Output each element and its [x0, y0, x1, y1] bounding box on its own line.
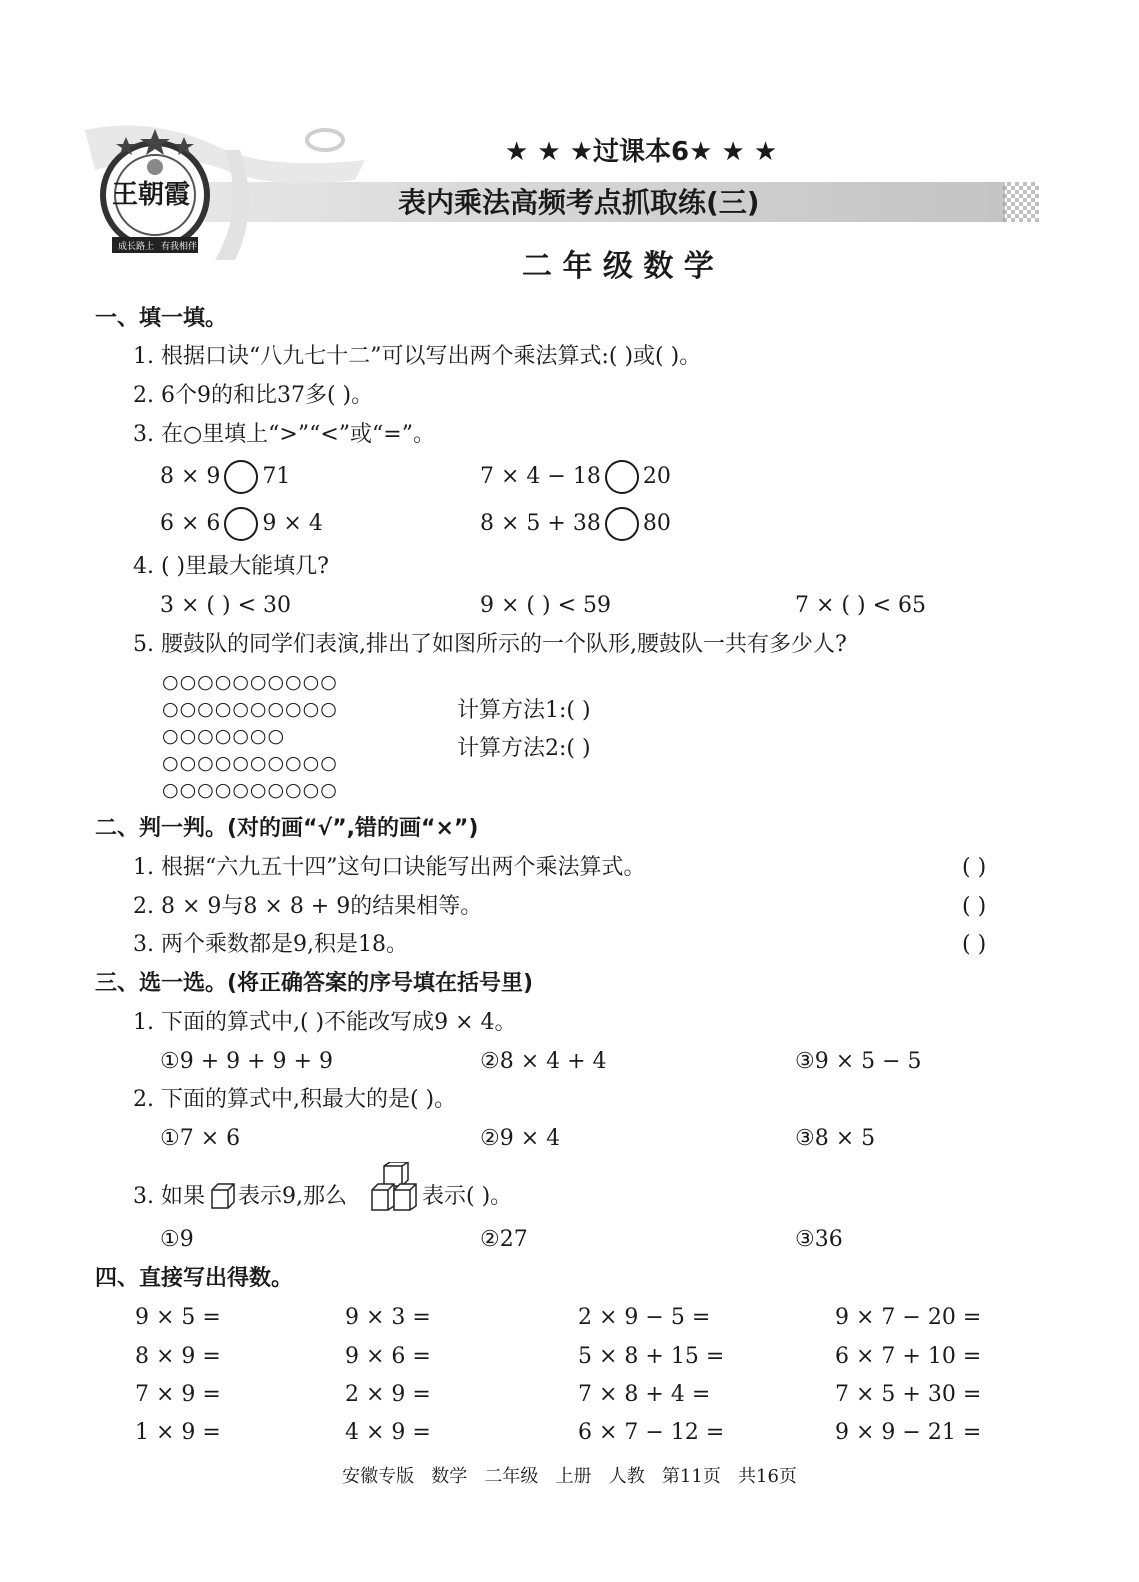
s1-q2: 2. 6个9的和比37多( )。 — [133, 383, 374, 408]
s3-q1-option-1[interactable]: ①9 + 9 + 9 + 9 — [160, 1049, 333, 1074]
calc-item: 9 × 6 = — [345, 1344, 431, 1369]
series-title: ★ ★ ★过课本6★ ★ ★ — [505, 137, 778, 167]
calc-item: 1 × 9 = — [135, 1420, 221, 1445]
calc-item: 9 × 5 = — [135, 1305, 221, 1330]
calc-item: 4 × 9 = — [345, 1420, 431, 1445]
compare-right: 71 — [262, 464, 291, 489]
formation-row: ○○○○○○○○○○ — [162, 752, 338, 774]
s2-answer-bracket[interactable]: ( ) — [962, 932, 987, 957]
calc-item: 2 × 9 − 5 = — [578, 1305, 711, 1330]
s3-q1-option-2[interactable]: ②8 × 4 + 4 — [480, 1049, 607, 1074]
compare-right: 9 × 4 — [262, 511, 323, 536]
stacked-cubes-icon — [370, 1162, 420, 1212]
compare-left: 7 × 4 − 18 — [480, 464, 601, 489]
s2-answer-bracket[interactable]: ( ) — [962, 855, 987, 880]
section2-heading: 二、判一判。(对的画“√”,错的画“×”) — [95, 816, 479, 841]
s3-q2-option-1[interactable]: ①7 × 6 — [160, 1126, 241, 1151]
section1-heading: 一、填一填。 — [95, 306, 228, 331]
calc-item: 6 × 7 − 12 = — [578, 1420, 725, 1445]
s3-q1: 1. 下面的算式中,( )不能改写成9 × 4。 — [133, 1010, 517, 1035]
subtitle: 二 年 级 数 学 — [522, 249, 714, 284]
s3-q2: 2. 下面的算式中,积最大的是( )。 — [133, 1087, 457, 1112]
calc-item: 9 × 3 = — [345, 1305, 431, 1330]
compare-right: 80 — [642, 511, 671, 536]
s3-q3-middle: 表示9,那么 — [238, 1184, 347, 1209]
calc-item: 7 × 5 + 30 = — [835, 1382, 982, 1407]
formation-row: ○○○○○○○ — [162, 725, 286, 747]
s1-q4-item-3: 7 × ( ) < 65 — [795, 593, 926, 618]
calc-item: 9 × 7 − 20 = — [835, 1305, 982, 1330]
formation-row: ○○○○○○○○○○ — [162, 698, 338, 720]
s3-q3-option-2[interactable]: ②27 — [480, 1227, 528, 1252]
s2-item-2: 2. 8 × 9与8 × 8 + 9的结果相等。 — [133, 894, 483, 919]
s3-q3-suffix: 表示( )。 — [422, 1184, 513, 1209]
calc-item: 6 × 7 + 10 = — [835, 1344, 982, 1369]
compare-item-2 — [480, 460, 671, 494]
s1-q4-item-2: 9 × ( ) < 59 — [480, 593, 611, 618]
compare-left: 8 × 5 + 38 — [480, 511, 601, 536]
calc-item: 8 × 9 = — [135, 1344, 221, 1369]
single-cube-icon — [210, 1182, 236, 1210]
banner-pattern — [1003, 182, 1039, 222]
calc-item: 7 × 8 + 4 = — [578, 1382, 711, 1407]
logo-slogan-left: 成长路上 — [118, 242, 155, 252]
formation-row: ○○○○○○○○○○ — [162, 779, 338, 801]
compare-circle[interactable] — [224, 460, 258, 494]
section3-heading: 三、选一选。(将正确答案的序号填在括号里) — [95, 971, 534, 996]
s3-q3-option-3[interactable]: ③36 — [795, 1227, 843, 1252]
compare-circle[interactable] — [605, 460, 639, 494]
compare-circle[interactable] — [224, 507, 258, 541]
calc-item: 5 × 8 + 15 = — [578, 1344, 725, 1369]
compare-right: 20 — [642, 464, 671, 489]
s1-q1: 1. 根据口诀“八九七十二”可以写出两个乘法算式:( )或( )。 — [133, 344, 702, 369]
logo-slogan-right: 有我相伴 — [161, 242, 198, 252]
page-footer: 安徽专版 数学 二年级 上册 人教 第11页 共16页 — [342, 1466, 797, 1487]
s1-q4: 4. ( )里最大能填几? — [133, 554, 329, 579]
section4-heading: 四、直接写出得数。 — [95, 1266, 294, 1291]
compare-left: 8 × 9 — [160, 464, 221, 489]
calc-item: 2 × 9 = — [345, 1382, 431, 1407]
method-1: 计算方法1:( ) — [457, 698, 591, 723]
formation-row: ○○○○○○○○○○ — [162, 671, 338, 693]
s1-q4-item-1: 3 × ( ) < 30 — [160, 593, 291, 618]
method-2: 计算方法2:( ) — [457, 736, 591, 761]
compare-item-4 — [480, 507, 671, 541]
s3-q3-prefix: 3. 如果 — [133, 1184, 205, 1209]
s1-q5: 5. 腰鼓队的同学们表演,排出了如图所示的一个队形,腰鼓队一共有多少人? — [133, 632, 847, 657]
s2-item-3: 3. 两个乘数都是9,积是18。 — [133, 932, 408, 957]
s3-q2-option-2[interactable]: ②9 × 4 — [480, 1126, 561, 1151]
s3-q1-option-3[interactable]: ③9 × 5 − 5 — [795, 1049, 922, 1074]
s2-answer-bracket[interactable]: ( ) — [962, 894, 987, 919]
s1-q3: 3. 在○里填上“>”“<”或“=”。 — [133, 422, 435, 447]
calc-item: 7 × 9 = — [135, 1382, 221, 1407]
compare-item-1 — [160, 460, 290, 494]
compare-circle[interactable] — [605, 507, 639, 541]
s3-q3-option-1[interactable]: ①9 — [160, 1227, 194, 1252]
compare-left: 6 × 6 — [160, 511, 221, 536]
compare-item-3 — [160, 507, 323, 541]
s3-q2-option-3[interactable]: ③8 × 5 — [795, 1126, 876, 1151]
main-title: 表内乘法高频考点抓取练(三) — [398, 186, 760, 219]
calc-item: 9 × 9 − 21 = — [835, 1420, 982, 1445]
s2-item-1: 1. 根据“六九五十四”这句口诀能写出两个乘法算式。 — [133, 855, 646, 880]
logo-name: 王朝霞 — [112, 180, 191, 210]
